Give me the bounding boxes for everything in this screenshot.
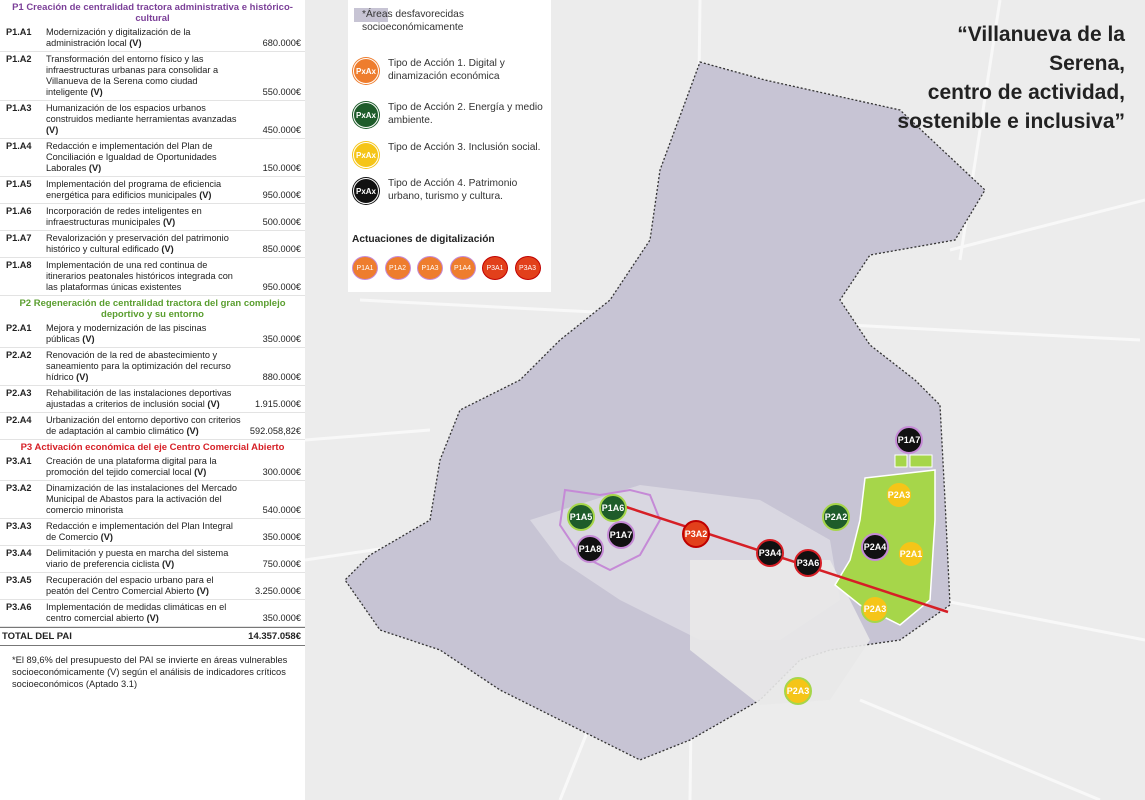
action-description-text: Dinamización de las instalaciones del Mercado Municipal de Abastos para la activación del comercio minorista <box>46 483 237 515</box>
action-description <box>46 141 241 174</box>
action-description <box>46 233 241 255</box>
map-marker-p2a1[interactable]: P2A1 <box>897 540 925 568</box>
action-code: P2.A3 <box>6 388 32 398</box>
table-row <box>0 25 305 52</box>
map-marker-p1a8[interactable]: P1A8 <box>576 535 604 563</box>
action-description-text: Renovación de la red de abastecimiento y saneamiento para la optimización del recurso hídrico <box>46 350 231 382</box>
total-label: TOTAL DEL PAI <box>2 631 72 642</box>
action-description-text: Modernización y digitalización de la administración local <box>46 27 191 48</box>
table-row <box>0 519 305 546</box>
action-description <box>46 179 241 201</box>
action-description <box>46 54 241 98</box>
action-amount: 1.915.000€ <box>255 399 301 409</box>
action-description-text: Implementación del programa de eficiencia energética para edificios municipales <box>46 179 222 200</box>
table-row <box>0 204 305 231</box>
action-amount: 540.000€ <box>262 505 301 515</box>
action-description-text: Implementación de una red continua de itinerarios peatonales históricos integrada con las plataformas únicas existentes <box>46 260 233 292</box>
map-title <box>897 20 1125 136</box>
map-marker-p1a5[interactable]: P1A5 <box>567 503 595 531</box>
action-amount: 680.000€ <box>262 38 301 48</box>
action-code: P3.A6 <box>6 602 32 612</box>
action-amount: 500.000€ <box>262 217 301 227</box>
vulnerable-flag: (V) <box>82 334 95 344</box>
action-code: P3.A1 <box>6 456 32 466</box>
action-type-label: Tipo de Acción 4. Patrimonio urbano, turismo y cultura. <box>388 178 518 202</box>
vulnerable-flag: (V) <box>196 586 209 596</box>
action-description <box>46 350 241 383</box>
digitalization-badge: P1A1 <box>352 256 378 280</box>
legend <box>348 0 551 292</box>
map-marker-p3a6[interactable]: P3A6 <box>794 549 822 577</box>
action-code: P3.A5 <box>6 575 32 585</box>
action-amount: 850.000€ <box>262 244 301 254</box>
action-description <box>46 27 241 49</box>
action-type-badge: PxAx <box>353 178 379 204</box>
footnote: *El 89,6% del presupuesto del PAI se invierte en áreas vulnerables socioeconómicamente (V) según el análisis de indicadores críticos socioeconómicos (Aptado 3.1) <box>12 655 288 689</box>
action-type-label: Tipo de Acción 2. Energía y medio ambiente. <box>388 102 543 126</box>
action-description-text: Humanización de los espacios urbanos construidos mediante herramientas avanzadas <box>46 103 237 124</box>
action-amount: 450.000€ <box>262 125 301 135</box>
deprived-area-label: *Áreas desfavorecidas socioeconómicamente <box>362 9 464 33</box>
map-marker-p1a6[interactable]: P1A6 <box>599 494 627 522</box>
action-code: P1.A2 <box>6 54 32 64</box>
map-marker-p3a2[interactable]: P3A2 <box>682 520 710 548</box>
action-description <box>46 206 241 228</box>
action-description <box>46 456 241 478</box>
table-row <box>0 386 305 413</box>
vulnerable-flag: (V) <box>161 244 174 254</box>
action-description-text: Redacción e implementación del Plan de Conciliación e Igualdad de Oportunidades Laborales <box>46 141 217 173</box>
action-amount: 300.000€ <box>262 467 301 477</box>
action-amount: 880.000€ <box>262 372 301 382</box>
action-type-badge: PxAx <box>353 102 379 128</box>
section-title: P1 Creación de centralidad tractora administrativa e histórico-cultural <box>12 2 293 24</box>
action-description-text: Creación de una plataforma digital para la promoción del tejido comercial local <box>46 456 217 477</box>
vulnerable-flag: (V) <box>162 217 176 227</box>
action-description <box>46 323 241 345</box>
action-code: P2.A4 <box>6 415 32 425</box>
vulnerable-flag: (V) <box>46 125 59 135</box>
vulnerable-flag: (V) <box>194 467 207 477</box>
action-description-text: Urbanización del entorno deportivo con criterios de adaptación al cambio climático <box>46 415 241 436</box>
title-line-4: sostenible e inclusiva” <box>897 110 1125 133</box>
action-code: P1.A7 <box>6 233 32 243</box>
title-line-1: “Villanueva de la <box>957 23 1125 46</box>
action-amount: 350.000€ <box>262 613 301 623</box>
action-description-text: Revalorización y preservación del patrimonio histórico y cultural edificado <box>46 233 229 254</box>
action-code: P1.A6 <box>6 206 32 216</box>
table-row <box>0 177 305 204</box>
vulnerable-flag: (V) <box>186 426 199 436</box>
vulnerable-flag: (V) <box>100 532 113 542</box>
table-row <box>0 231 305 258</box>
map-marker-p2a4[interactable]: P2A4 <box>861 533 889 561</box>
vulnerable-flag: (V) <box>199 190 212 200</box>
vulnerable-flag: (V) <box>129 38 142 48</box>
table-row <box>0 481 305 519</box>
map-marker-p2a3[interactable]: P2A3 <box>861 595 889 623</box>
action-amount: 550.000€ <box>262 87 301 97</box>
title-line-3: centro de actividad, <box>927 81 1125 104</box>
table-row <box>0 52 305 101</box>
map-marker-p1a7[interactable]: P1A7 <box>607 521 635 549</box>
action-code: P1.A8 <box>6 260 32 270</box>
action-code: P3.A2 <box>6 483 32 493</box>
section-title: P2 Regeneración de centralidad tractora del gran complejo deportivo y su entorno <box>19 298 286 320</box>
digitalization-heading: Actuaciones de digitalización <box>352 234 495 245</box>
digitalization-badge: P1A3 <box>417 256 443 280</box>
vulnerable-flag: (V) <box>90 87 103 97</box>
action-description-text: Redacción e implementación del Plan Integral de Comercio <box>46 521 233 542</box>
vulnerable-flag: (V) <box>76 372 89 382</box>
map-marker-p2a3[interactable]: P2A3 <box>885 481 913 509</box>
action-description <box>46 483 241 516</box>
action-code: P2.A2 <box>6 350 32 360</box>
map-marker-p2a2[interactable]: P2A2 <box>822 503 850 531</box>
section-title: P3 Activación económica del eje Centro Comercial Abierto <box>20 442 285 453</box>
table-row <box>0 573 305 600</box>
total-row <box>0 627 305 646</box>
action-description-text: Rehabilitación de las instalaciones deportivas ajustadas a criterios de inclusión social <box>46 388 232 409</box>
action-code: P1.A5 <box>6 179 32 189</box>
action-description <box>46 602 241 624</box>
digitalization-badge: P3A1 <box>482 256 508 280</box>
action-type-badge: PxAx <box>353 58 379 84</box>
action-description-text: Recuperación del espacio urbano para el peatón del Centro Comercial Abierto <box>46 575 214 596</box>
action-description-text: Mejora y modernización de las piscinas públicas <box>46 323 207 344</box>
table-row <box>0 600 305 627</box>
table-row <box>0 258 305 296</box>
action-amount: 150.000€ <box>262 163 301 173</box>
action-description-text: Incorporación de redes inteligentes en infraestructuras municipales <box>46 206 202 227</box>
action-type-badge: PxAx <box>353 142 379 168</box>
action-code: P1.A1 <box>6 27 32 37</box>
action-description <box>46 415 241 437</box>
action-code: P2.A1 <box>6 323 32 333</box>
table-row <box>0 348 305 386</box>
action-description-text: Implementación de medidas climáticas en el centro comercial abierto <box>46 602 227 623</box>
vulnerable-flag: (V) <box>161 559 175 569</box>
action-type-label: Tipo de Acción 1. Digital y dinamización económica <box>388 58 505 82</box>
title-line-2: Serena, <box>1049 52 1125 75</box>
action-amount: 350.000€ <box>262 532 301 542</box>
action-code: P3.A4 <box>6 548 32 558</box>
action-description <box>46 575 241 597</box>
action-description <box>46 260 241 293</box>
action-code: P1.A4 <box>6 141 32 151</box>
vulnerable-flag: (V) <box>146 613 159 623</box>
action-description <box>46 103 241 136</box>
action-amount: 950.000€ <box>262 190 301 200</box>
budget-table <box>0 0 305 800</box>
action-amount: 3.250.000€ <box>255 586 301 596</box>
action-description-text: Transformación del entorno físico y las infraestructuras urbanas para consolidar a Villanueva de la Serena como ciudad inteligente <box>46 54 219 97</box>
map-marker-p3a4[interactable]: P3A4 <box>756 539 784 567</box>
action-description <box>46 521 241 543</box>
map-marker-p2a3[interactable]: P2A3 <box>784 677 812 705</box>
action-code: P3.A3 <box>6 521 32 531</box>
table-row <box>0 546 305 573</box>
action-amount: 350.000€ <box>262 334 301 344</box>
vulnerable-flag: (V) <box>88 163 102 173</box>
action-description <box>46 548 241 570</box>
total-amount: 14.357.058€ <box>248 631 301 642</box>
table-row <box>0 454 305 481</box>
table-row <box>0 413 305 440</box>
table-row <box>0 321 305 348</box>
action-amount: 592.058,82€ <box>249 426 301 436</box>
vulnerable-flag: (V) <box>207 399 220 409</box>
digitalization-badge: P3A3 <box>515 256 541 280</box>
action-type-label: Tipo de Acción 3. Inclusión social. <box>388 142 541 153</box>
action-amount: 950.000€ <box>262 282 301 292</box>
action-description-text: Delimitación y puesta en marcha del sistema viario de preferencia ciclista <box>46 548 229 569</box>
table-row <box>0 139 305 177</box>
table-row <box>0 101 305 139</box>
action-amount: 750.000€ <box>262 559 301 569</box>
action-description <box>46 388 241 410</box>
map-marker-p1a7[interactable]: P1A7 <box>895 426 923 454</box>
action-code: P1.A3 <box>6 103 32 113</box>
digitalization-badge: P1A4 <box>450 256 476 280</box>
digitalization-badge: P1A2 <box>385 256 411 280</box>
